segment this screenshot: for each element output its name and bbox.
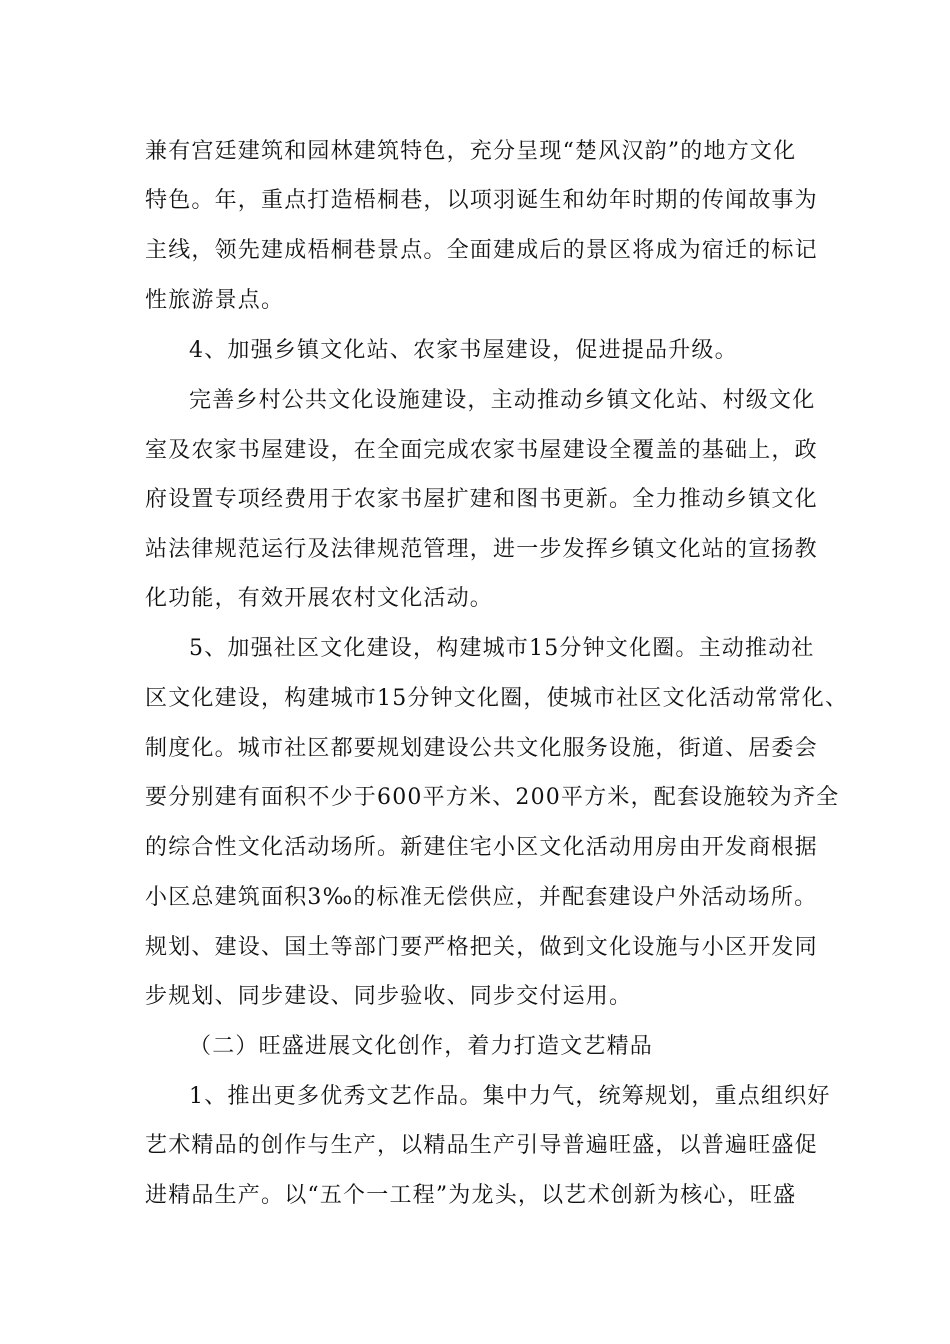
text-line-7: 室及农家书屋建设，在全面完成农家书屋建设全覆盖的基础上，政 bbox=[145, 438, 818, 463]
text-line-6: 完善乡村公共文化设施建设，主动推动乡镇文化站、村级文化 bbox=[189, 388, 816, 413]
heading-item-1: 1、推出更多优秀文艺作品。集中力气，统筹规划，重点组织好 bbox=[189, 1084, 831, 1109]
text-line-14: 要分别建有面积不少于600平方米、200平方米，配套设施较为齐全 bbox=[145, 785, 840, 810]
text-line-16: 小区总建筑面积3‰的标准无偿供应，并配套建设户外活动场所。 bbox=[145, 885, 818, 910]
text-line-18: 步规划、同步建设、同步验收、同步交付运用。 bbox=[145, 984, 633, 1009]
text-line-2: 特色。年，重点打造梧桐巷，以项羽诞生和幼年时期的传闻故事为 bbox=[145, 188, 818, 213]
text-line-10: 化功能，有效开展农村文化活动。 bbox=[145, 586, 494, 611]
heading-item-5: 5、加强社区文化建设，构建城市15分钟文化圈。主动推动社 bbox=[189, 636, 815, 661]
text-line-13: 制度化。城市社区都要规划建设公共文化服务设施，街道、居委会 bbox=[145, 736, 818, 761]
text-line-8: 府设置专项经费用于农家书屋扩建和图书更新。全力推动乡镇文化 bbox=[145, 487, 818, 512]
text-line-9: 站法律规范运行及法律规范管理，进一步发挥乡镇文化站的宣扬教 bbox=[145, 537, 818, 562]
text-line-12: 区文化建设，构建城市15分钟文化圈，使城市社区文化活动常常化、 bbox=[145, 686, 849, 711]
text-line-22: 进精品生产。以“五个一工程”为龙头，以艺术创新为核心，旺盛 bbox=[145, 1183, 797, 1208]
text-line-17: 规划、建设、国土等部门要严格把关，做到文化设施与小区开发同 bbox=[145, 935, 818, 960]
heading-item-4: 4、加强乡镇文化站、农家书屋建设，促进提品升级。 bbox=[189, 338, 738, 363]
text-line-15: 的综合性文化活动场所。新建住宅小区文化活动用房由开发商根据 bbox=[145, 835, 818, 860]
text-line-3: 主线，领先建成梧桐巷景点。全面建成后的景区将成为宿迁的标记 bbox=[145, 238, 818, 263]
text-line-1: 兼有宫廷建筑和园林建筑特色，充分呈现“楚风汉韵”的地方文化 bbox=[145, 139, 797, 164]
text-line-21: 艺术精品的创作与生产，以精品生产引导普遍旺盛，以普遍旺盛促 bbox=[145, 1133, 818, 1158]
section-heading: （二）旺盛进展文化创作，着力打造文艺精品 bbox=[189, 1034, 654, 1059]
text-line-4: 性旅游景点。 bbox=[145, 288, 285, 313]
